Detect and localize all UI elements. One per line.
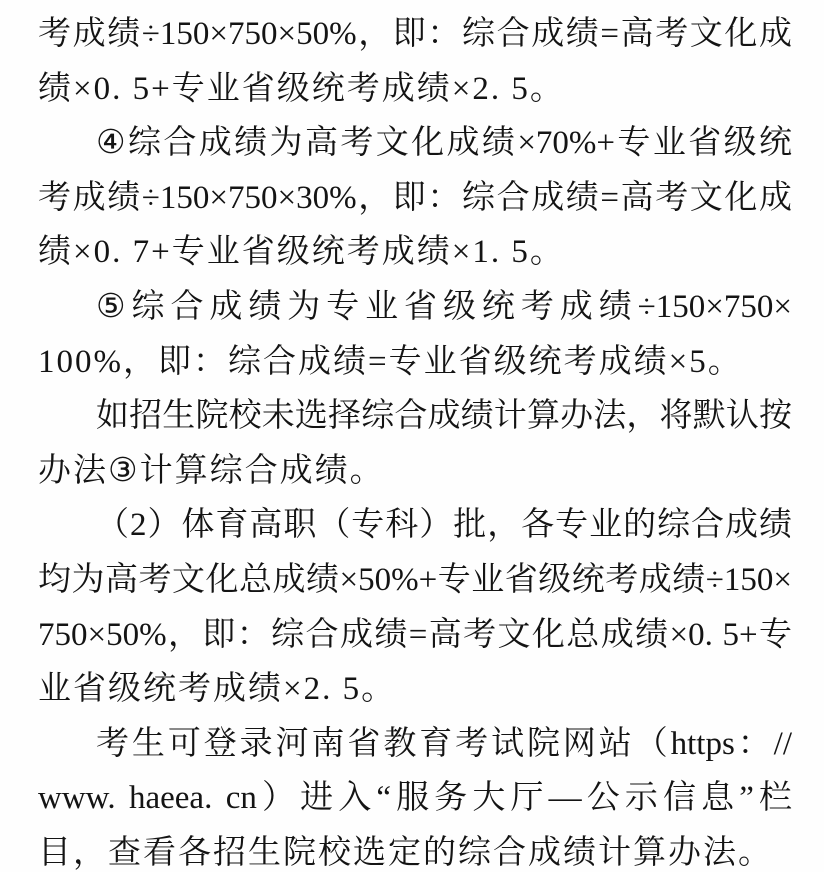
text-line: 考生可登录河南省教育考试院网站（https：// [96, 725, 792, 762]
text-line: 如招生院校未选择综合成绩计算办法，将默认按 [96, 398, 792, 435]
text-line: （2）体育高职（专科）批，各专业的综合成绩 [96, 507, 792, 544]
text-line: ⑤综合成绩为专业省级统考成绩÷150×750× [96, 288, 792, 325]
text-line: 均为高考文化总成绩×50%+专业省级统考成绩÷150× [38, 561, 792, 598]
text-line: 办法③计算综合成绩。 [38, 452, 385, 489]
text-line: ④综合成绩为高考文化成绩×70%+专业省级统 [96, 125, 792, 162]
text-line: 绩×0. 5+专业省级统考成绩×2. 5。 [38, 70, 565, 107]
text-line: www. haeea. cn）进入“服务大厅—公示信息”栏 [38, 780, 792, 817]
text-line: 750×50%，即：综合成绩=高考文化总成绩×0. 5+专 [38, 616, 792, 653]
text-line: 考成绩÷150×750×30%，即：综合成绩=高考文化成 [38, 179, 792, 216]
text-line: 考成绩÷150×750×50%，即：综合成绩=高考文化成 [38, 16, 792, 52]
text-line: 100%，即：综合成绩=专业省级统考成绩×5。 [38, 343, 743, 380]
text-line: 绩×0. 7+专业省级统考成绩×1. 5。 [38, 234, 565, 271]
text-line: 业省级统考成绩×2. 5。 [38, 671, 397, 708]
text-line: 目，查看各招生院校选定的综合成绩计算办法。 [38, 834, 773, 871]
